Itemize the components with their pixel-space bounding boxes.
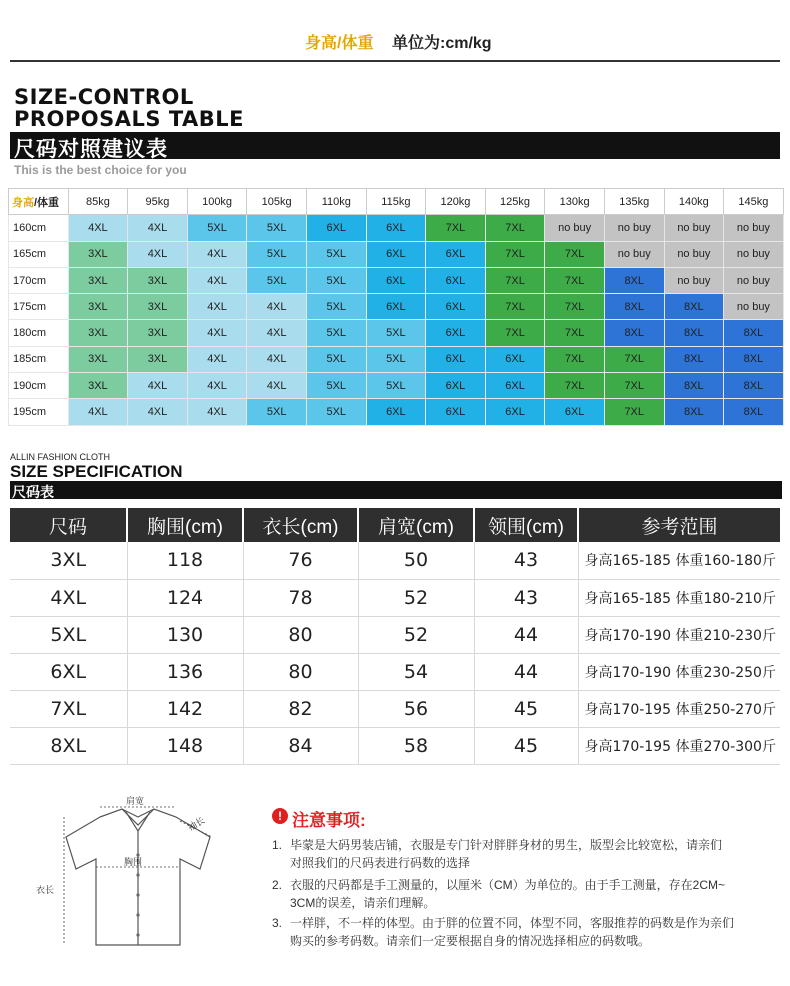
size-cell: 7XL [545, 294, 605, 320]
spec-cell: 4XL [10, 579, 127, 616]
unit-label: 单位为:cm/kg [392, 35, 492, 52]
size-cell: 3XL [128, 267, 188, 293]
spec-cell: 身高165-185 体重180-210斤 [578, 579, 780, 616]
spec-cell: 身高170-195 体重270-300斤 [578, 727, 780, 764]
note-line: 对照我们的尺码表进行码数的选择 [290, 856, 471, 870]
note-number: 3. [272, 916, 283, 930]
weight-header: 140kg [664, 189, 724, 215]
spec-cell: 142 [127, 690, 243, 727]
size-cell: 8XL [664, 320, 724, 346]
height-label: 170cm [9, 267, 69, 293]
size-cell: 7XL [485, 215, 545, 241]
proposals-cn-title: 尺码对照建议表 [14, 138, 168, 161]
size-cell: 5XL [366, 373, 426, 399]
size-cell: 8XL [664, 399, 724, 425]
size-cell: 5XL [306, 320, 366, 346]
size-cell: no buy [604, 215, 664, 241]
size-cell: 7XL [545, 320, 605, 346]
note-item [272, 836, 767, 872]
spec-cell: 身高170-190 体重230-250斤 [578, 653, 780, 690]
note-line: 毕蒙是大码男装店铺，衣服是专门针对胖胖身材的男生，版型会比较宽松，请亲们 [290, 838, 723, 852]
size-cell: 7XL [485, 241, 545, 267]
height-label: 185cm [9, 346, 69, 372]
spec-cell: 136 [127, 653, 243, 690]
size-cell: 5XL [306, 241, 366, 267]
spec-title: SIZE SPECIFICATION [10, 462, 183, 481]
matrix-corner: 身高/体重 [9, 189, 69, 215]
size-cell: no buy [664, 267, 724, 293]
size-cell: 7XL [545, 267, 605, 293]
size-cell: 4XL [187, 373, 247, 399]
size-cell: 4XL [128, 399, 188, 425]
size-cell: 8XL [664, 294, 724, 320]
spec-cell: 50 [358, 542, 474, 579]
size-cell: 8XL [604, 320, 664, 346]
size-cell: 6XL [426, 294, 486, 320]
size-cell: 6XL [426, 399, 486, 425]
spec-cell: 52 [358, 579, 474, 616]
size-cell: 8XL [724, 320, 784, 346]
size-cell: 4XL [247, 320, 307, 346]
weight-header: 115kg [366, 189, 426, 215]
size-cell: 6XL [366, 399, 426, 425]
spec-row [10, 616, 780, 653]
size-cell: 7XL [545, 373, 605, 399]
spec-cell: 54 [358, 653, 474, 690]
size-cell: 5XL [247, 399, 307, 425]
size-cell: 7XL [485, 267, 545, 293]
spec-cell: 148 [127, 727, 243, 764]
size-cell: 6XL [366, 267, 426, 293]
spec-header-cell: 领围(cm) [474, 508, 578, 542]
height-weight-label: 身高/体重 [305, 35, 374, 52]
spec-cell: 5XL [10, 616, 127, 653]
size-cell: no buy [724, 267, 784, 293]
spec-cell: 44 [474, 653, 578, 690]
size-cell: 4XL [128, 215, 188, 241]
spec-header-cell: 参考范围 [578, 508, 780, 542]
size-cell: 8XL [724, 373, 784, 399]
size-cell: 6XL [426, 267, 486, 293]
size-cell: 5XL [306, 399, 366, 425]
brand-label: ALLIN FASHION CLOTH [10, 452, 111, 462]
weight-header: 85kg [68, 189, 128, 215]
size-cell: 7XL [545, 241, 605, 267]
size-cell: 3XL [68, 373, 128, 399]
size-cell: 6XL [366, 241, 426, 267]
size-cell: 5XL [306, 294, 366, 320]
spec-row [10, 653, 780, 690]
size-cell: 4XL [247, 346, 307, 372]
size-cell: 4XL [187, 399, 247, 425]
spec-cell: 身高170-190 体重210-230斤 [578, 616, 780, 653]
spec-cell: 44 [474, 616, 578, 653]
spec-cell: 58 [358, 727, 474, 764]
spec-header-cell: 肩宽(cm) [358, 508, 474, 542]
size-cell: 4XL [187, 267, 247, 293]
notes-title: 注意事项: [292, 811, 366, 830]
spec-cell: 身高170-195 体重250-270斤 [578, 690, 780, 727]
size-cell: 5XL [306, 267, 366, 293]
size-cell: 4XL [187, 320, 247, 346]
size-cell: 6XL [485, 399, 545, 425]
note-line: 购买的参考码数。请亲们一定要根据自身的情况选择相应的码数哦。 [290, 934, 651, 948]
spec-cell: 80 [243, 616, 358, 653]
shoulder-width-label: 肩宽 [126, 796, 145, 806]
size-cell: 4XL [247, 373, 307, 399]
spec-cell: 7XL [10, 690, 127, 727]
size-cell: 7XL [485, 320, 545, 346]
note-line: 衣服的尺码都是手工测量的，以厘米（CM）为单位的。由于手工测量，存在2CM~ [290, 878, 726, 892]
size-cell: 6XL [426, 373, 486, 399]
spec-cell: 84 [243, 727, 358, 764]
size-cell: 4XL [128, 373, 188, 399]
size-cell: 4XL [187, 294, 247, 320]
weight-header: 135kg [604, 189, 664, 215]
weight-header: 110kg [306, 189, 366, 215]
height-label: 175cm [9, 294, 69, 320]
size-cell: 7XL [604, 373, 664, 399]
size-cell: 3XL [68, 241, 128, 267]
size-cell: 7XL [426, 215, 486, 241]
proposals-cn-banner [10, 132, 780, 159]
proposals-title-line2: PROPOSALS TABLE [14, 107, 245, 131]
height-label: 180cm [9, 320, 69, 346]
page-header [0, 0, 790, 62]
matrix-row [9, 373, 784, 399]
spec-cell: 43 [474, 542, 578, 579]
spec-cell: 43 [474, 579, 578, 616]
size-cell: 6XL [545, 399, 605, 425]
size-cell: 3XL [68, 346, 128, 372]
chest-label: 胸围 [124, 857, 143, 867]
size-cell: 8XL [724, 399, 784, 425]
weight-header: 100kg [187, 189, 247, 215]
size-cell: 3XL [68, 320, 128, 346]
size-cell: 4XL [247, 294, 307, 320]
matrix-row [9, 267, 784, 293]
spec-cell: 52 [358, 616, 474, 653]
size-cell: no buy [664, 215, 724, 241]
warning-icon: ! [272, 808, 288, 824]
size-cell: 5XL [366, 346, 426, 372]
size-cell: 7XL [545, 346, 605, 372]
body-length-label: 衣长 [36, 885, 55, 895]
weight-header: 145kg [724, 189, 784, 215]
spec-cell: 身高165-185 体重160-180斤 [578, 542, 780, 579]
size-cell: no buy [724, 215, 784, 241]
spec-cell: 130 [127, 616, 243, 653]
matrix-row [9, 294, 784, 320]
size-cell: 4XL [68, 399, 128, 425]
size-cell: 8XL [604, 267, 664, 293]
spec-cell: 3XL [10, 542, 127, 579]
spec-cell: 82 [243, 690, 358, 727]
size-cell: 4XL [128, 241, 188, 267]
size-cell: 8XL [664, 373, 724, 399]
matrix-row [9, 241, 784, 267]
size-cell: 6XL [366, 215, 426, 241]
size-cell: 7XL [604, 346, 664, 372]
size-spec-table [10, 508, 780, 765]
size-cell: 6XL [426, 320, 486, 346]
size-cell: 3XL [68, 267, 128, 293]
size-cell: 4XL [187, 241, 247, 267]
spec-cell: 6XL [10, 653, 127, 690]
sleeve-length-label: 袖长 [186, 815, 207, 833]
size-cell: 8XL [664, 346, 724, 372]
proposals-title [14, 86, 244, 130]
matrix-row [9, 215, 784, 241]
proposals-subtitle: This is the best choice for you [14, 163, 187, 177]
size-cell: 6XL [426, 346, 486, 372]
shirt-measurement-diagram [30, 795, 250, 970]
spec-header-cell: 衣长(cm) [243, 508, 358, 542]
size-cell: 6XL [366, 294, 426, 320]
spec-cn-title: 尺码表 [12, 484, 54, 500]
size-cell: 6XL [485, 346, 545, 372]
size-cell: 5XL [187, 215, 247, 241]
spec-cell: 8XL [10, 727, 127, 764]
matrix-header-row [9, 189, 784, 215]
height-label: 195cm [9, 399, 69, 425]
size-recommendation-table [8, 188, 784, 426]
size-cell: no buy [545, 215, 605, 241]
note-item [272, 914, 767, 950]
size-cell: no buy [664, 241, 724, 267]
spec-cell: 56 [358, 690, 474, 727]
size-cell: 3XL [128, 346, 188, 372]
note-line: 3CM的误差，请亲们理解。 [290, 896, 436, 910]
spec-cell: 118 [127, 542, 243, 579]
size-cell: 8XL [724, 346, 784, 372]
size-cell: no buy [604, 241, 664, 267]
weight-header: 95kg [128, 189, 188, 215]
weight-header: 130kg [545, 189, 605, 215]
weight-header: 120kg [426, 189, 486, 215]
spec-header-cell: 胸围(cm) [127, 508, 243, 542]
height-label: 160cm [9, 215, 69, 241]
size-cell: 6XL [485, 373, 545, 399]
matrix-row [9, 320, 784, 346]
spec-cell: 76 [243, 542, 358, 579]
spec-row [10, 727, 780, 764]
size-cell: 6XL [426, 241, 486, 267]
note-number: 2. [272, 878, 283, 892]
size-cell: 7XL [604, 399, 664, 425]
size-cell: 5XL [306, 373, 366, 399]
spec-cell: 45 [474, 727, 578, 764]
proposals-title-line1: SIZE-CONTROL [14, 85, 194, 109]
size-cell: 5XL [247, 215, 307, 241]
spec-row [10, 690, 780, 727]
note-number: 1. [272, 838, 283, 852]
spec-row [10, 542, 780, 579]
weight-header: 105kg [247, 189, 307, 215]
size-cell: 3XL [128, 294, 188, 320]
size-cell: 5XL [247, 241, 307, 267]
height-label: 190cm [9, 373, 69, 399]
matrix-row [9, 399, 784, 425]
weight-header: 125kg [485, 189, 545, 215]
size-cell: 3XL [128, 320, 188, 346]
size-cell: 4XL [68, 215, 128, 241]
spec-cell: 124 [127, 579, 243, 616]
size-cell: 5XL [366, 320, 426, 346]
note-line: 一样胖，不一样的体型。由于胖的位置不同，体型不同，客服推荐的码数是作为亲们 [290, 916, 735, 930]
header-divider [10, 60, 780, 62]
size-cell: 8XL [604, 294, 664, 320]
size-cell: 4XL [187, 346, 247, 372]
spec-row [10, 579, 780, 616]
size-cell: no buy [724, 241, 784, 267]
size-cell: 5XL [306, 346, 366, 372]
spec-header-cell: 尺码 [10, 508, 127, 542]
note-item [272, 876, 767, 912]
matrix-row [9, 346, 784, 372]
size-cell: 6XL [306, 215, 366, 241]
spec-cell: 45 [474, 690, 578, 727]
spec-cell: 80 [243, 653, 358, 690]
size-cell: no buy [724, 294, 784, 320]
size-cell: 7XL [485, 294, 545, 320]
spec-cell: 78 [243, 579, 358, 616]
size-cell: 5XL [247, 267, 307, 293]
spec-cn-banner [10, 481, 782, 499]
size-cell: 3XL [68, 294, 128, 320]
height-label: 165cm [9, 241, 69, 267]
